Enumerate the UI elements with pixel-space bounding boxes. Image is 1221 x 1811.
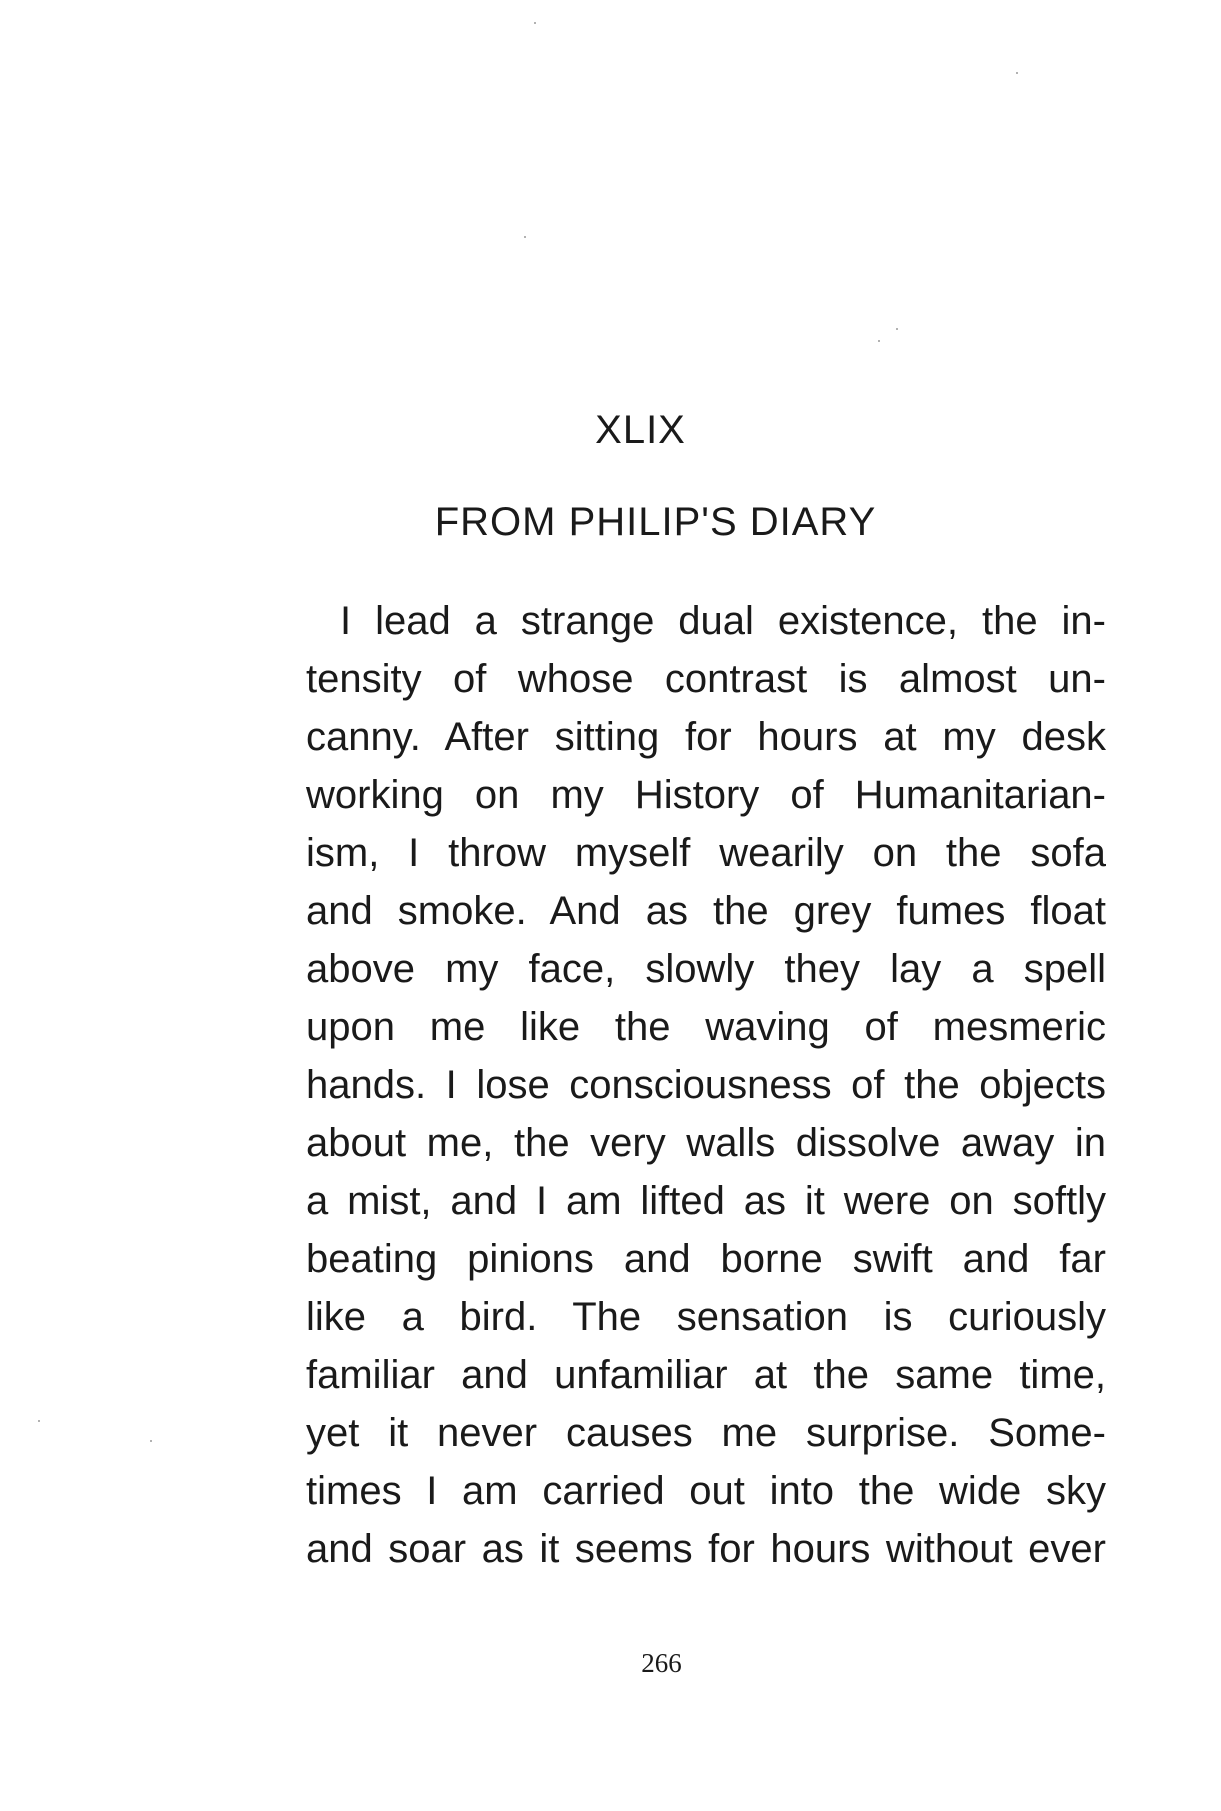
body-paragraph (306, 592, 1106, 1578)
text-line: yet it never causes me surprise. Some- (306, 1411, 1106, 1455)
text-line: times I am carried out into the wide sky (306, 1469, 1106, 1513)
text-line: hands. I lose consciousness of the objects (306, 1063, 1106, 1107)
scan-speck (150, 1440, 152, 1442)
text-line: above my face, slowly they lay a spell (306, 947, 1106, 991)
text-line: like a bird. The sensation is curiously (306, 1295, 1106, 1339)
scan-speck (896, 328, 898, 330)
scan-speck (534, 22, 536, 24)
scan-speck (1016, 72, 1018, 74)
text-line: about me, the very walls dissolve away in (306, 1121, 1106, 1165)
text-line: ism, I throw myself wearily on the sofa (306, 831, 1106, 875)
text-line: upon me like the waving of mesmeric (306, 1005, 1106, 1049)
text-line: a mist, and I am lifted as it were on softly (306, 1179, 1106, 1223)
text-line: and smoke. And as the grey fumes float (306, 889, 1106, 933)
text-line: and soar as it seems for hours without ever (306, 1527, 1106, 1571)
text-line: canny. After sitting for hours at my desk (306, 715, 1106, 759)
text-line: beating pinions and borne swift and far (306, 1237, 1106, 1281)
chapter-number: XLIX (595, 408, 686, 452)
text-line: familiar and unfamiliar at the same time, (306, 1353, 1106, 1397)
scan-speck (524, 236, 526, 238)
text-line: tensity of whose contrast is almost un- (306, 657, 1106, 701)
text-line: I lead a strange dual existence, the in- (340, 599, 1106, 643)
text-line: working on my History of Humanitarian- (306, 773, 1106, 817)
page-number: 266 (641, 1648, 682, 1678)
scan-speck (38, 1420, 40, 1422)
scan-speck (878, 340, 880, 342)
chapter-title: FROM PHILIP'S DIARY (434, 500, 877, 544)
